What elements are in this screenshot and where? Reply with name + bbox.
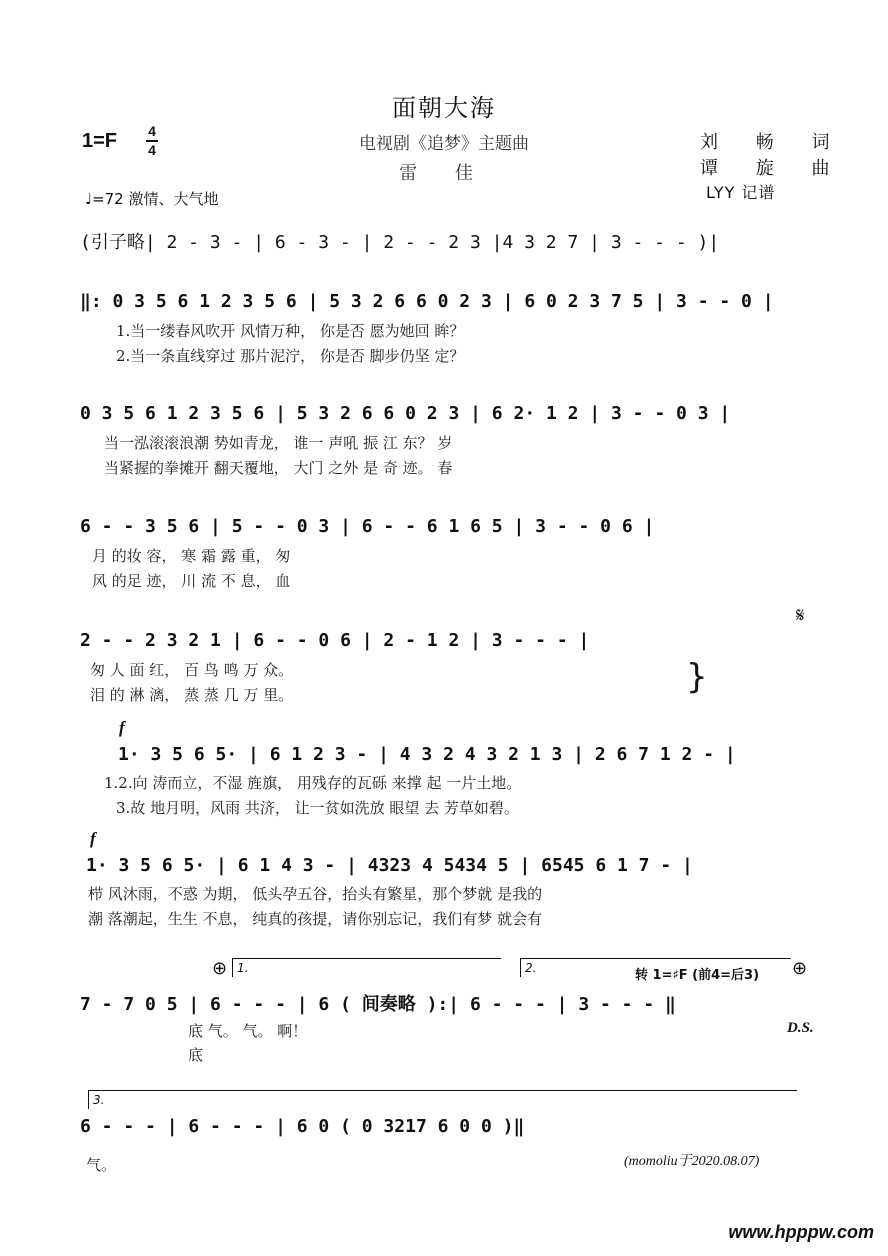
- lyric-line-4-verse-2: 泪 的 淋 漓， 蒸 蒸 几 万 里。: [90, 686, 294, 704]
- song-title: 面朝大海: [392, 94, 496, 122]
- score-line-7: 7 - 7 0 5 | 6 - - - | 6 ( 间奏略 ):| 6 - - - | 3 - - - ‖: [80, 994, 676, 1015]
- score-line-8: 6 - - - | 6 - - - | 6 0 ( 0 3217 6 0 0 )‖: [80, 1116, 525, 1137]
- time-signature-top: 4: [148, 123, 156, 139]
- score-line-6: 1· 3 5 6 5· | 6 1 4 3 - | 4323 4 5434 5 | 6545 6 1 7 - |: [86, 855, 693, 876]
- volta-1: 1.: [232, 958, 501, 977]
- dynamic-forte: f: [119, 718, 125, 737]
- lyric-line-7-verse-1: 底 气。 气。 啊！: [188, 1022, 308, 1040]
- dal-segno: D.S.: [787, 1020, 814, 1036]
- lyric-line-1-verse-1: 1.当一缕春风吹开 风情万种， 你是否 愿为她回 眸？: [116, 322, 465, 340]
- lyric-line-5-verse-2: 3.故 地月明，风雨 共济， 让一贫如洗放 眼望 去 芳草如碧。: [116, 799, 519, 817]
- transcription-credit: (momoliu于2020.08.07): [624, 1154, 760, 1169]
- lyric-line-6-verse-1: 栉 风沐雨，不惑 为期， 低头孕五谷，抬头有繁星，那个梦就 是我的: [88, 885, 543, 903]
- lyric-line-2-verse-1: 当一泓滚滚浪潮 势如青龙， 谁一 声吼 振 江 东？ 岁: [104, 434, 453, 452]
- subtitle: 电视剧《追梦》主题曲: [359, 134, 529, 154]
- coda-icon: ⊕: [792, 958, 808, 979]
- brace-icon: }: [686, 657, 708, 697]
- score-line-2: 0 3 5 6 1 2 3 5 6 | 5 3 2 6 6 0 2 3 | 6 2· 1 2 | 3 - - 0 3 |: [80, 403, 731, 424]
- time-signature-bottom: 4: [148, 142, 156, 158]
- score-line-5: 1· 3 5 6 5· | 6 1 2 3 - | 4 3 2 4 3 2 1 3 | 2 6 7 1 2 - |: [118, 744, 736, 765]
- dynamic-forte: f: [90, 829, 96, 848]
- tempo-marking: ♩=72 激情、大气地: [85, 190, 219, 208]
- volta-2: 2.: [520, 958, 791, 977]
- lyric-line-5-verse-1: 1.2.向 涛而立，不湿 旌旗， 用残存的瓦砾 来撑 起 一片土地。: [104, 774, 522, 792]
- lyric-line-2-verse-2: 当紧握的拳摊开 翻天覆地， 大门 之外 是 奇 迹。 春: [104, 459, 453, 477]
- lyric-line-4-verse-1: 匆 人 面 红， 百 鸟 鸣 万 众。: [90, 661, 294, 679]
- lyric-line-1-verse-2: 2.当一条直线穿过 那片泥泞， 你是否 脚步仍坚 定？: [116, 347, 465, 365]
- lyric-line-3-verse-2: 风 的足 迹， 川 流 不 息， 血: [92, 572, 291, 590]
- lyric-line-8: 气。: [86, 1156, 117, 1174]
- coda-icon: ⊕: [212, 958, 228, 979]
- lyric-line-6-verse-2: 潮 落潮起，生生 不息， 纯真的孩提，请你别忘记，我们有梦 就会有: [88, 910, 543, 928]
- score-line-3: 6 - - 3 5 6 | 5 - - 0 3 | 6 - - 6 1 6 5 | 3 - - 0 6 |: [80, 516, 655, 537]
- singer: 雷 佳: [399, 163, 489, 184]
- intro-line: (引子略| 2 - 3 - | 6 - 3 - | 2 - - 2 3 |4 3 2 7 | 3 - - - )|: [80, 232, 720, 253]
- composer: 谭 旋 曲: [700, 158, 846, 179]
- lyric-line-3-verse-1: 月 的妆 容， 寒 霜 露 重， 匆: [92, 547, 291, 565]
- lyric-line-7-verse-2: 底: [188, 1046, 204, 1064]
- website-watermark: www.hpppw.com: [728, 1222, 874, 1242]
- score-line-4: 2 - - 2 3 2 1 | 6 - - 0 6 | 2 - 1 2 | 3 - - - |: [80, 630, 590, 651]
- segno-icon: 𝄋: [796, 603, 805, 627]
- volta-3: 3.: [88, 1090, 797, 1109]
- transcriber: LYY 记谱: [706, 183, 776, 202]
- score-line-1: ‖: 0 3 5 6 1 2 3 5 6 | 5 3 2 6 6 0 2 3 | 6 0 2 3 7 5 | 3 - - 0 |: [80, 291, 774, 312]
- lyricist: 刘 畅 词: [700, 132, 846, 153]
- modulation-marking: 转 1=♯F (前4=后3): [635, 968, 760, 983]
- key-signature: 1=F: [82, 130, 118, 152]
